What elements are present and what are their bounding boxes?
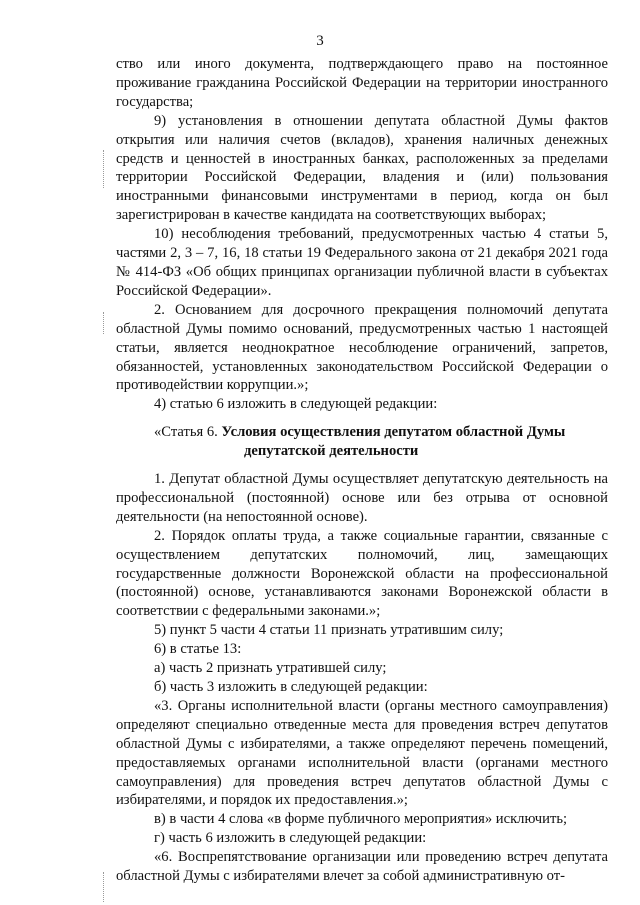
- margin-binding-mark: [103, 872, 105, 902]
- paragraph-article6-part1: 1. Депутат областной Думы осуществляет депутатскую деятельность на профессиональной (постоянной) основе или без отрыва от основной деятельности (на непостоянной основе).: [116, 471, 608, 525]
- paragraph-basis: 2. Основанием для досрочного прекращения полномочий депутата областной Думы помимо оснований, предусмотренных частью 1 настоящей статьи, является неоднократное несоблюдение ограничений, запретов, обязанностей, установленных законодательством Российской Федерации о противодействии коррупции.»;: [116, 301, 608, 394]
- paragraph-sub-b: б) часть 3 изложить в следующей редакции:: [154, 679, 428, 695]
- article-title-line-1: Условия осуществления депутатом областной Думы: [221, 424, 566, 441]
- paragraph-sub-v: в) в части 4 слова «в форме публичного мероприятия» исключить;: [154, 811, 568, 828]
- article-title-line-2: депутатской деятельности: [244, 443, 419, 460]
- document-body: [116, 55, 608, 886]
- paragraph-article6-part2: 2. Порядок оплаты труда, а также социальные гарантии, связанные с осуществлением депутатских полномочий, лиц, замещающих государственные должности Воронежской области на профессиональной (постоянной) основе, устанавливаются законами Воронежской области в соответствии с федеральными законами.»;: [116, 527, 608, 620]
- paragraph-item-9: 9) установления в отношении депутата областной Думы фактов открытия или наличия счетов (вкладов), хранения наличных денежных средств и ценностей в иностранных банках, расположенных за пределами территории Российской Федерации, владения и (или) пользования иностранными финансовыми инструментами в период, когда он был зарегистрирован в качестве кандидата на соответствующих выборах;: [116, 112, 608, 224]
- article-label: «Статья 6.: [154, 424, 218, 441]
- paragraph-item-6: 6) в статье 13:: [154, 641, 242, 658]
- page-number: 3: [316, 33, 324, 49]
- margin-binding-mark: [103, 150, 105, 188]
- paragraph-item-5: 5) пункт 5 части 4 статьи 11 признать утратившим силу;: [154, 622, 504, 639]
- paragraph-sub-g: г) часть 6 изложить в следующей редакции:: [154, 830, 427, 847]
- paragraph-part-6: «6. Воспрепятствование организации или проведению встреч депутата областной Думы с избирателями влечет за собой административную от-: [116, 849, 608, 885]
- paragraph-item-10: 10) несоблюдения требований, предусмотренных частью 4 статьи 5, частями 2, 3 – 7, 16, 18 статьи 19 Федерального закона от 21 декабря 2021 года № 414-ФЗ «Об общих принципах организации публичной власти в субъектах Российской Федерации».: [116, 226, 608, 299]
- margin-binding-mark: [103, 312, 105, 334]
- paragraph-sub-a: а) часть 2 признать утратившей силу;: [154, 660, 387, 677]
- paragraph-item-4: 4) статью 6 изложить в следующей редакции:: [154, 396, 438, 413]
- paragraph-part-3: «3. Органы исполнительной власти (органы местного самоуправления) определяют специально отведенные места для проведения встреч депутатов областной Думы с избирателями, а также определяют перечень помещений, предоставляемых органами исполнительной власти (органами местного самоуправления) для проведения встреч депутатов областной Думы с избирателями, и порядок их предоставления.»;: [116, 697, 608, 809]
- paragraph-continuation: ство или иного документа, подтверждающего право на постоянное проживание гражданина Российской Федерации на территории иностранного государства;: [116, 56, 608, 110]
- article-heading: [116, 423, 608, 461]
